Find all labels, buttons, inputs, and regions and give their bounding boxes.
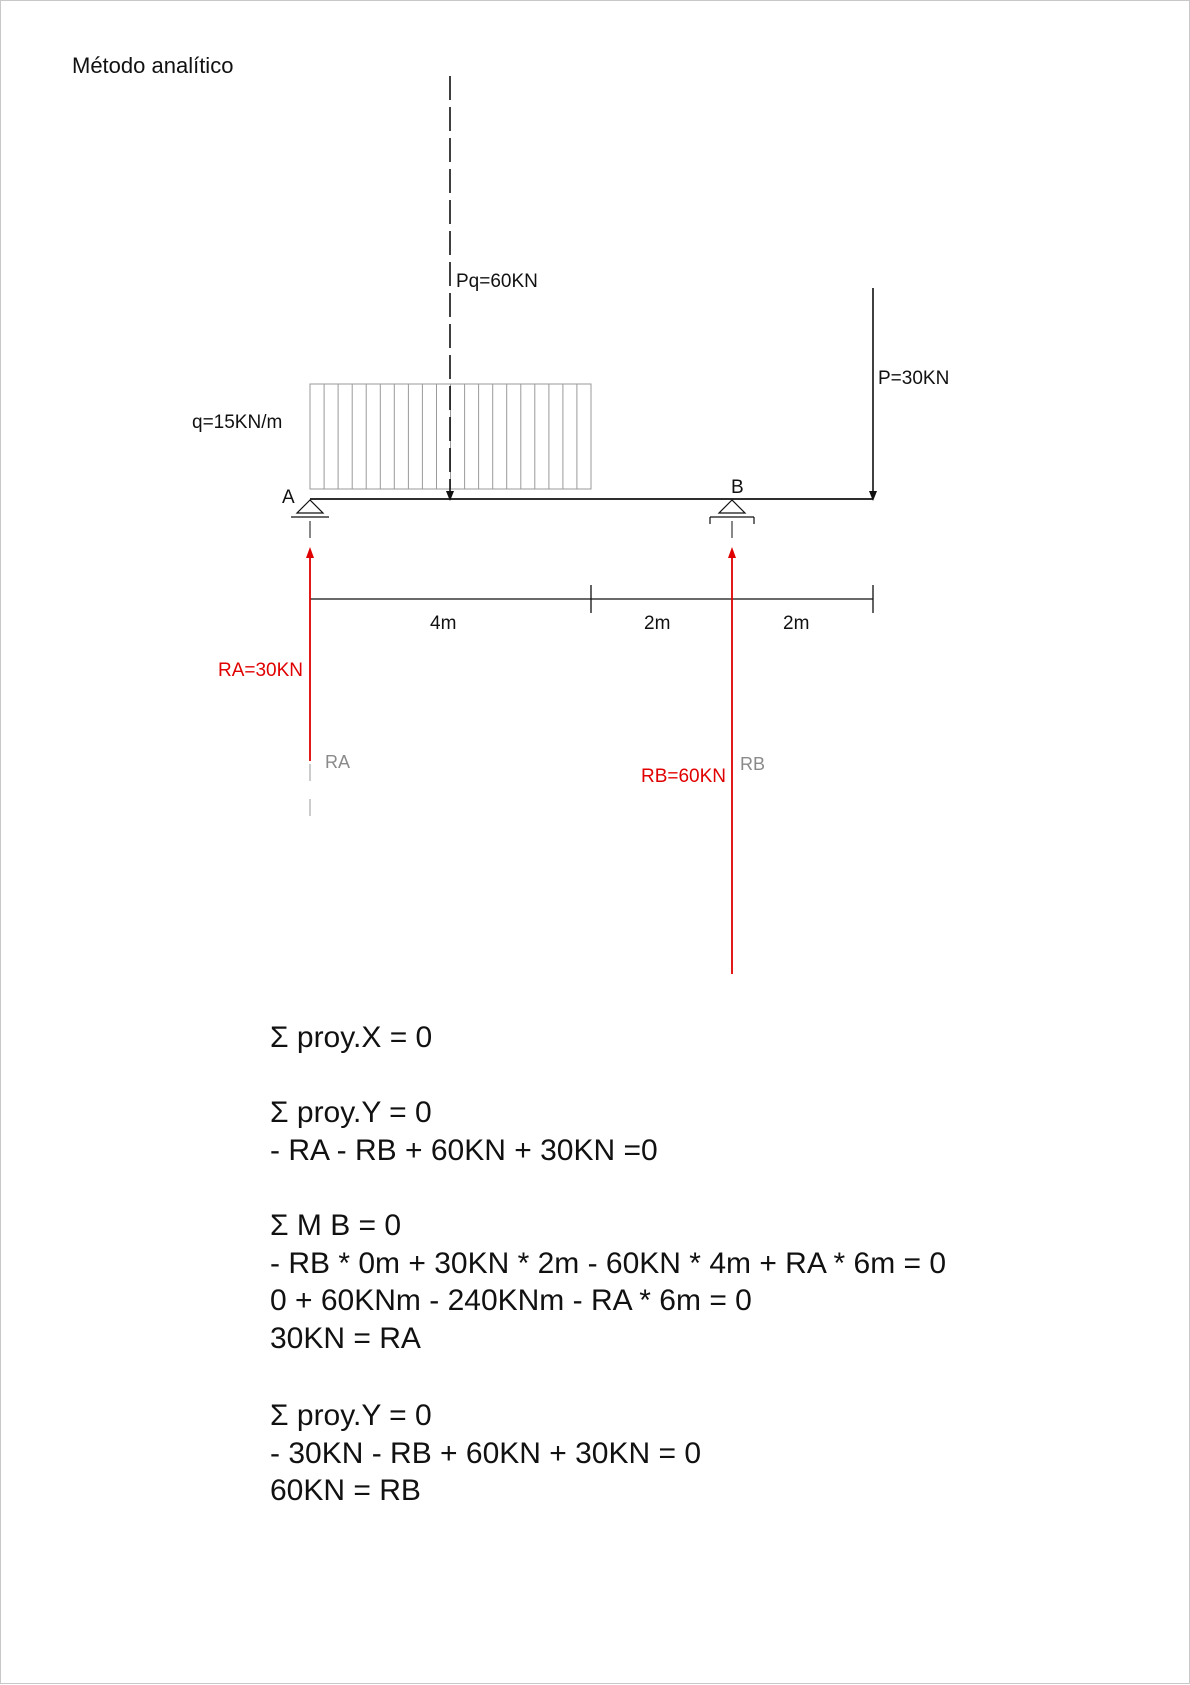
dimension-label-1: 4m (430, 613, 457, 634)
equation-line: 0 + 60KNm - 240KNm - RA * 6m = 0 (270, 1284, 752, 1317)
page-title: Método analítico (72, 53, 234, 78)
reaction-b-value-label: RB=60KN (641, 766, 727, 787)
dimension-label-3: 2m (783, 613, 810, 634)
support-b (710, 500, 754, 524)
reaction-a-arrowhead (306, 547, 314, 558)
equation-line: 60KN = RB (270, 1474, 421, 1507)
reaction-b-arrowhead (728, 547, 736, 558)
distributed-load-label: q=15KN/m (192, 412, 283, 433)
support-a (291, 500, 329, 517)
dimension-line (310, 585, 873, 613)
resultant-load-label: Pq=60KN (456, 271, 538, 292)
support-a-label: A (282, 487, 295, 508)
equation-line: - RA - RB + 60KN + 30KN =0 (270, 1133, 658, 1167)
equation-line: - 30KN - RB + 60KN + 30KN = 0 (270, 1436, 702, 1470)
equation-line: Σ proy.Y = 0 (270, 1096, 432, 1129)
reaction-a-name-label: RA (325, 752, 351, 772)
point-load-label: P=30KN (878, 368, 950, 389)
equation-line: Σ proy.X = 0 (270, 1021, 433, 1054)
equation-block-proy-y (270, 1094, 658, 1169)
equation-line: 30KN = RA (270, 1321, 421, 1355)
equation-block-proy-y-check (270, 1397, 701, 1510)
equation-block-moment-b (270, 1207, 946, 1357)
reaction-b-name-label: RB (740, 754, 766, 774)
equation-line: Σ proy.Y = 0 (270, 1399, 432, 1432)
reaction-a-value-label: RA=30KN (218, 660, 304, 681)
support-b-label: B (731, 477, 744, 498)
equation-line: - RB * 0m + 30KN * 2m - 60KN * 4m + RA * 6m = 0 (270, 1246, 947, 1280)
equation-line: Σ M B = 0 (270, 1209, 402, 1242)
equation-block-proy-x (270, 1019, 432, 1057)
dimension-label-2: 2m (644, 613, 671, 634)
